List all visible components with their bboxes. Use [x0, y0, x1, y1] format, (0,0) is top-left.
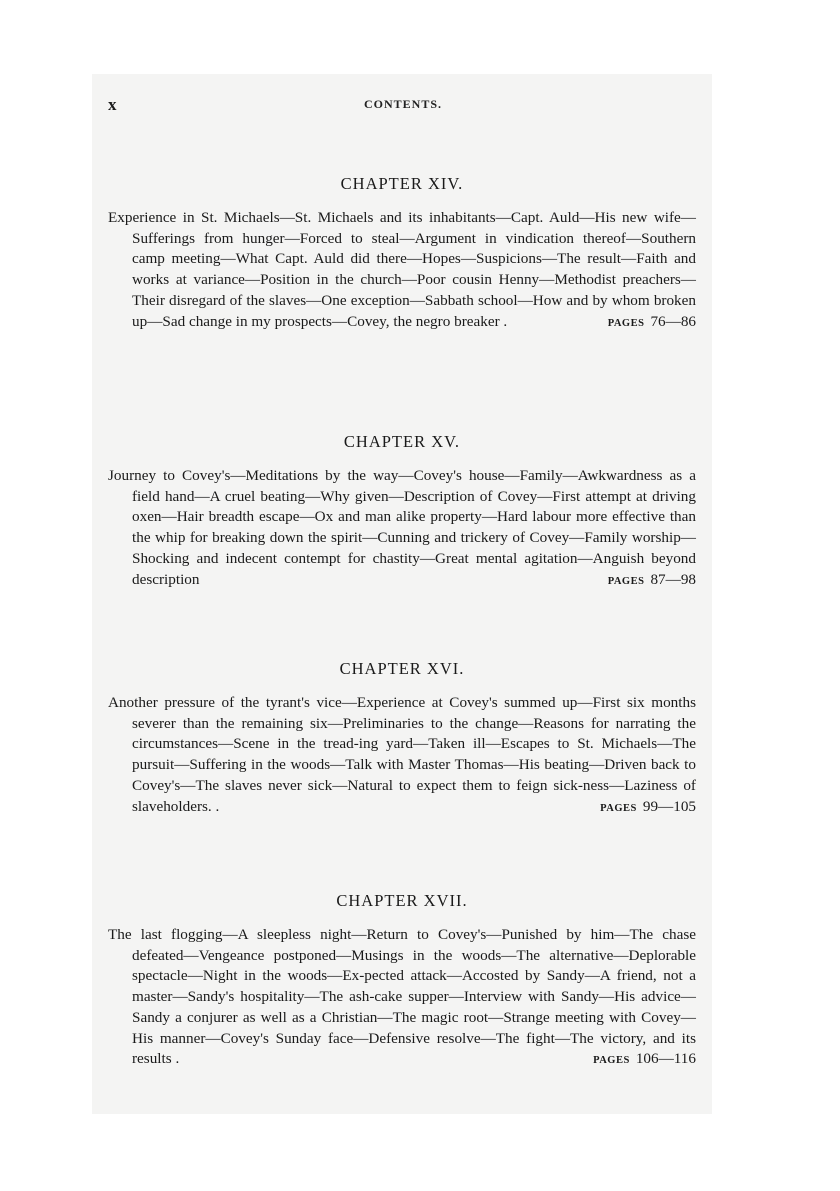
chapter-heading: CHAPTER XVI.	[339, 659, 465, 678]
chapter-xvi	[108, 659, 696, 819]
chapter-synopsis	[108, 693, 696, 817]
pages-label: PAGES	[607, 575, 645, 587]
pages-label: PAGES	[607, 317, 645, 329]
synopsis-text: Journey to Covey's—Meditations by the way—Covey's house—Family—Awkwardness as a field hand—A cruel beating—Why given—Description of Covey—First attempt at driving oxen—Hair breadth escape—Ox and man alike property—Hard labour more effective than the whip for breaking down the spirit—Cunning and trickery of Covey—Family worship—Shocking and indecent contempt for chastity—Great mental agitation—Anguish beyond description	[108, 467, 696, 588]
chapter-xvii	[108, 891, 696, 1072]
chapter-synopsis	[108, 925, 696, 1070]
chapter-heading: CHAPTER XIV.	[340, 174, 464, 193]
synopsis-text: Another pressure of the tyrant's vice—Experience at Covey's summed up—First six months severer than the remaining six—Preliminaries to the change—Reasons for narrating the circumstances—Scene in the tread-ing yard—Taken ill—Escapes to St. Michaels—The pursuit—Suffering in the woods—Talk with Master Thomas—His beating—Driven back to Covey's—The slaves never sick—Natural to expect them to feign sick-ness—Laziness of slaveholders. .	[108, 694, 696, 815]
pages-label: PAGES	[600, 802, 637, 814]
running-head	[108, 95, 698, 115]
chapter-heading: CHAPTER XV.	[343, 432, 461, 451]
pages-reference	[608, 312, 696, 335]
chapter-synopsis	[108, 466, 696, 590]
page-number: x	[108, 95, 117, 114]
synopsis-text: The last flogging—A sleepless night—Return to Covey's—Punished by him—The chase defeated—Vengeance postponed—Musings in the woods—The alternative—Deplorable spectacle—Night in the woods—Ex-pected attack—Accosted by Sandy—A friend, not a master—Sandy's hospitality—The ash-cake supper—Interview with Sandy—His advice—Sandy a conjurer as well as a Christian—The magic root—Strange meeting with Covey—His manner—Covey's Sunday face—Defensive resolve—The fight—The victory, and its results .	[108, 926, 696, 1068]
chapter-heading: CHAPTER XVII.	[336, 891, 468, 910]
chapter-xv	[108, 432, 696, 592]
page-range: 76—86	[650, 312, 696, 330]
chapter-xiv	[108, 174, 696, 334]
page-range: 106—116	[635, 1050, 696, 1068]
synopsis-text: Experience in St. Michaels—St. Michaels and its inhabitants—Capt. Auld—His new wife—Sufferings from hunger—Forced to steal—Argument in vindication thereof—Southern camp meeting—What Capt. Auld did there—Hopes—Suspicions—The result—Faith and works at variance—Position in the church—Poor cousin Henny—Methodist preachers—Their disregard of the slaves—One exception—Sabbath school—How and by whom broken up—Sad change in my prospects—Covey, the negro breaker .	[108, 209, 696, 330]
running-title: CONTENTS.	[363, 97, 443, 111]
pages-reference	[608, 570, 696, 593]
pages-reference	[600, 797, 696, 820]
pages-label: PAGES	[593, 1055, 630, 1067]
page-range: 87—98	[650, 570, 696, 588]
chapter-synopsis	[108, 208, 696, 332]
pages-reference	[593, 1049, 696, 1072]
page-range: 99—105	[642, 797, 696, 815]
